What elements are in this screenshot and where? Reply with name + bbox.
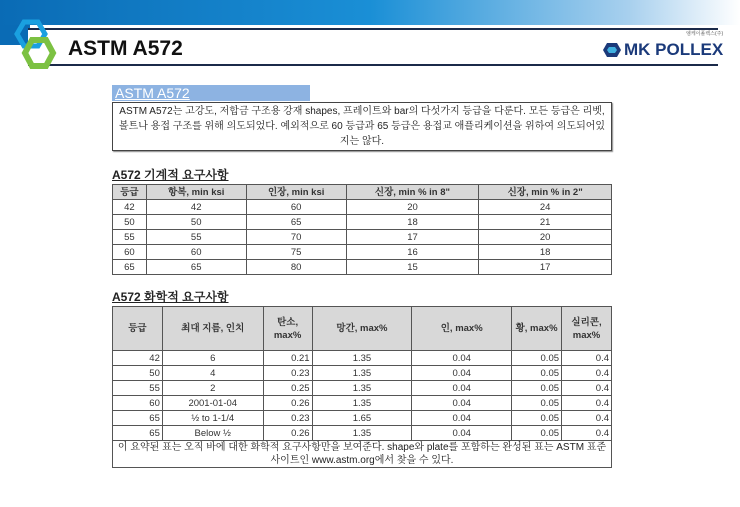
column-header: 인, max%: [412, 307, 512, 351]
column-header: 망간, max%: [312, 307, 412, 351]
table-cell: 0.4: [562, 366, 612, 381]
table-row: [113, 200, 612, 215]
table-row: [113, 411, 612, 426]
table-cell: 0.4: [562, 351, 612, 366]
column-header: 신장, min % in 2": [479, 185, 612, 200]
table-cell: 65: [146, 260, 246, 275]
table-cell: 42: [146, 200, 246, 215]
table-cell: 1.35: [312, 351, 412, 366]
table-cell: 42: [113, 351, 163, 366]
table-cell: 60: [146, 245, 246, 260]
table-cell: 0.23: [263, 366, 312, 381]
table-cell: ½ to 1-1/4: [162, 411, 263, 426]
description-box: ASTM A572는 고강도, 저합금 구조용 강재 shapes, 프레이트와 bar의 다섯가지 등급을 다룬다. 모든 등급은 리벳,볼트나 용접 구조를 위해 의도되었다. 예외적으로 60 등급과 65 등급은 용접교 애플리케이션을 위하여 의도되어있지는 않다.: [112, 102, 612, 151]
table-row: [113, 351, 612, 366]
column-header: 등급: [113, 307, 163, 351]
table-cell: 0.4: [562, 426, 612, 441]
chemical-heading: A572 화학적 요구사항: [112, 290, 229, 304]
table-cell: 17: [346, 230, 479, 245]
table-row: [113, 245, 612, 260]
table-cell: 50: [146, 215, 246, 230]
table-cell: 0.04: [412, 366, 512, 381]
table-cell: 0.05: [512, 381, 562, 396]
table-row: [113, 230, 612, 245]
mk-logo-icon: [603, 43, 621, 57]
table-note: 이 요약된 표는 오직 바에 대한 화학적 요구사항만을 보여준다. shape와 plate를 포함하는 완성된 표는 ASTM 표준 사이트인 www.astm.org에서 찾을 수 있다.: [113, 441, 612, 468]
table-cell: 70: [246, 230, 346, 245]
table-cell: 16: [346, 245, 479, 260]
table-cell: 0.05: [512, 351, 562, 366]
table-cell: 0.26: [263, 396, 312, 411]
table-cell: 60: [113, 245, 147, 260]
table-cell: 0.4: [562, 396, 612, 411]
table-cell: 0.4: [562, 381, 612, 396]
section-banner: ASTM A572: [112, 85, 310, 101]
table-cell: 20: [346, 200, 479, 215]
table-cell: 0.04: [412, 381, 512, 396]
table-cell: 2001-01-04: [162, 396, 263, 411]
table-cell: Below ½: [162, 426, 263, 441]
column-header: 인장, min ksi: [246, 185, 346, 200]
table-cell: 0.04: [412, 351, 512, 366]
table-cell: 55: [113, 381, 163, 396]
table-cell: 55: [146, 230, 246, 245]
table-row: [113, 396, 612, 411]
table-cell: 0.26: [263, 426, 312, 441]
column-header: 등급: [113, 185, 147, 200]
table-cell: 6: [162, 351, 263, 366]
table-cell: 1.35: [312, 426, 412, 441]
table-row: [113, 366, 612, 381]
table-cell: 1.65: [312, 411, 412, 426]
table-row: [113, 426, 612, 441]
table-cell: 60: [113, 396, 163, 411]
table-cell: 65: [113, 426, 163, 441]
table-cell: 0.05: [512, 411, 562, 426]
table-cell: 55: [113, 230, 147, 245]
table-cell: 65: [113, 411, 163, 426]
table-cell: 2: [162, 381, 263, 396]
table-cell: 1.35: [312, 366, 412, 381]
table-cell: 0.05: [512, 366, 562, 381]
table-cell: 0.05: [512, 426, 562, 441]
table-cell: 65: [113, 260, 147, 275]
table-cell: 0.21: [263, 351, 312, 366]
table-cell: 65: [246, 215, 346, 230]
table-row: [113, 381, 612, 396]
table-cell: 18: [346, 215, 479, 230]
column-header: 최대 지름, 인치: [162, 307, 263, 351]
table-cell: 15: [346, 260, 479, 275]
company-logo: [603, 40, 723, 60]
table-cell: 0.04: [412, 411, 512, 426]
table-cell: 18: [479, 245, 612, 260]
table-row: [113, 215, 612, 230]
table-cell: 42: [113, 200, 147, 215]
mechanical-table: [112, 184, 612, 275]
table-cell: 60: [246, 200, 346, 215]
column-header: 탄소, max%: [263, 307, 312, 351]
table-cell: 0.05: [512, 396, 562, 411]
table-cell: 75: [246, 245, 346, 260]
chemical-table: [112, 306, 612, 468]
table-cell: 80: [246, 260, 346, 275]
table-cell: 1.35: [312, 381, 412, 396]
table-cell: 0.4: [562, 411, 612, 426]
column-header: 황, max%: [512, 307, 562, 351]
logo-subtext: 엠케이폴렉스(주): [686, 31, 724, 37]
mechanical-heading: A572 기계적 요구사항: [112, 168, 229, 182]
logo-text: MK POLLEX: [624, 40, 724, 59]
table-cell: 1.35: [312, 396, 412, 411]
page-title: ASTM A572: [68, 37, 183, 60]
table-cell: 21: [479, 215, 612, 230]
column-header: 신장, min % in 8": [346, 185, 479, 200]
table-cell: 24: [479, 200, 612, 215]
table-cell: 0.04: [412, 396, 512, 411]
table-cell: 50: [113, 366, 163, 381]
table-cell: 50: [113, 215, 147, 230]
column-header: 실리콘, max%: [562, 307, 612, 351]
table-cell: 0.04: [412, 426, 512, 441]
hexagon-logo-icon: [10, 18, 60, 74]
table-cell: 4: [162, 366, 263, 381]
column-header: 항복, min ksi: [146, 185, 246, 200]
table-cell: 20: [479, 230, 612, 245]
header-band: [0, 0, 740, 25]
table-row: [113, 260, 612, 275]
table-cell: 0.23: [263, 411, 312, 426]
table-cell: 17: [479, 260, 612, 275]
table-cell: 0.25: [263, 381, 312, 396]
